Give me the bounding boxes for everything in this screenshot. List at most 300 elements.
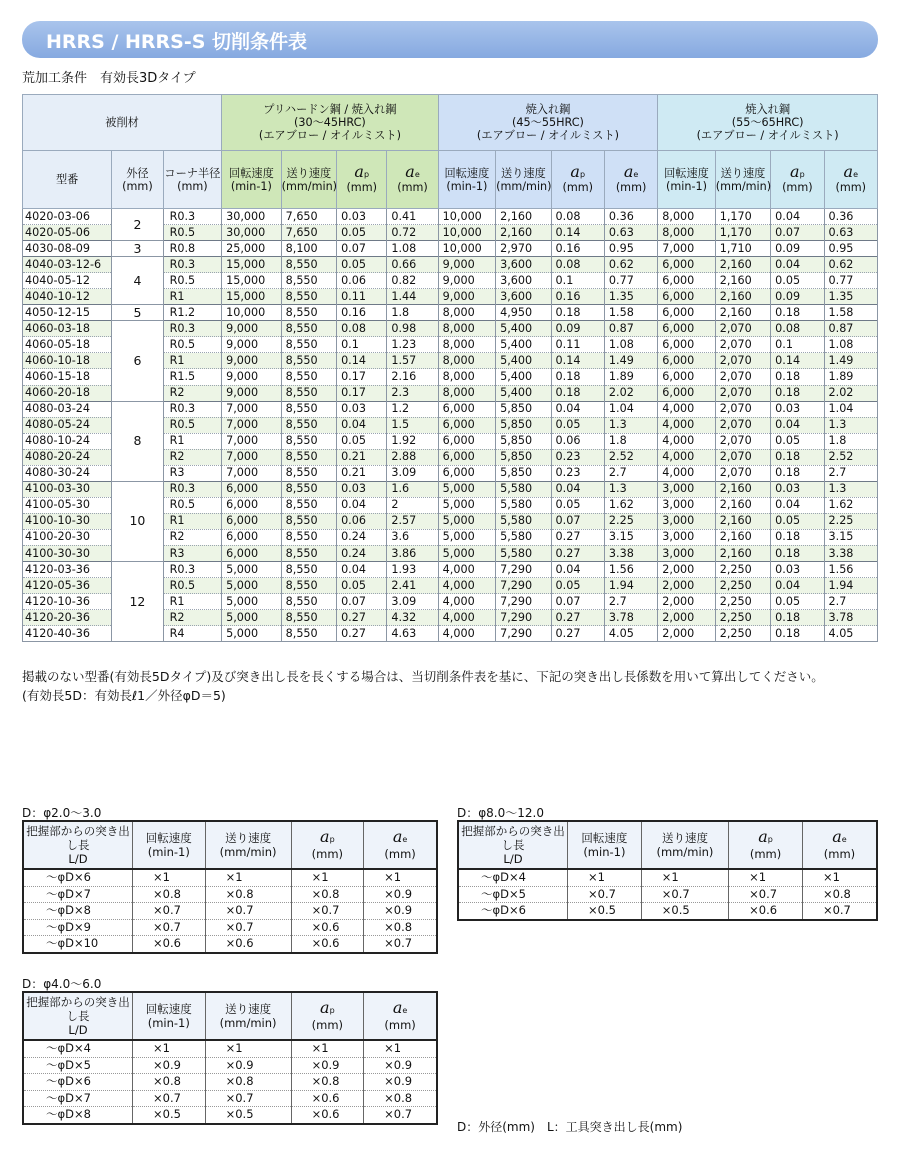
- value-cell: 5,000: [222, 626, 282, 642]
- value-cell: 0.03: [771, 401, 824, 417]
- value-cell: 0.18: [771, 305, 824, 321]
- value-cell: 2,250: [715, 594, 770, 610]
- header-line: (mm/min): [219, 1016, 277, 1030]
- value-cell: 0.18: [551, 305, 604, 321]
- header-line: [387, 162, 437, 181]
- speed-column-header: [133, 992, 206, 1040]
- value-cell: 1.6: [387, 481, 438, 497]
- value-cell: 5,000: [438, 529, 495, 545]
- ld-column-header: [23, 992, 133, 1040]
- value-cell: 5,000: [438, 497, 495, 513]
- value-cell: 0.05: [771, 433, 824, 449]
- header-line: 送り速度: [720, 166, 766, 180]
- header-line: 外径: [126, 166, 149, 180]
- header-line: (mm): [311, 1017, 344, 1032]
- coef-cell: ×0.8: [364, 919, 437, 936]
- value-cell: 2,070: [715, 417, 770, 433]
- value-cell: 1.57: [387, 353, 438, 369]
- value-cell: 0.05: [337, 433, 387, 449]
- coef-table-label: D：φ8.0～12.0: [457, 806, 544, 820]
- model-cell: 4040-10-12: [23, 289, 112, 305]
- symbol-sub: p: [363, 170, 370, 179]
- value-cell: 8,550: [281, 529, 336, 545]
- coef-cell: ×1: [364, 869, 437, 886]
- coef-cell: ×0.5: [568, 903, 642, 920]
- symbol-sub: e: [853, 170, 858, 179]
- model-cell: 4100-20-30: [23, 529, 112, 545]
- symbol-sub: e: [414, 170, 420, 179]
- value-cell: 4,000: [438, 578, 495, 594]
- value-cell: 0.06: [337, 513, 387, 529]
- table-row: [458, 869, 877, 886]
- note-line-2: (有効長5D：有効長ℓ1／外径φD＝5): [22, 688, 226, 703]
- model-cell: 4060-15-18: [23, 369, 112, 385]
- coef-cell: ×0.7: [205, 903, 291, 920]
- coef-cell: ×0.7: [133, 903, 206, 920]
- value-cell: 6,000: [222, 481, 282, 497]
- value-cell: 2.25: [604, 513, 657, 529]
- value-cell: 0.62: [604, 257, 657, 273]
- model-cell: 4060-03-18: [23, 321, 112, 337]
- value-cell: 0.08: [771, 321, 824, 337]
- table-row: [23, 903, 437, 920]
- value-cell: 2,070: [715, 369, 770, 385]
- table-row: [23, 1090, 437, 1107]
- value-cell: 8,550: [281, 385, 336, 401]
- ld-cell: ～φD×8: [23, 1107, 133, 1124]
- table-row: [23, 919, 437, 936]
- diameter-cell: 10: [112, 481, 163, 561]
- value-cell: 0.05: [771, 513, 824, 529]
- value-cell: 2,000: [658, 594, 715, 610]
- value-cell: 2.52: [824, 449, 877, 465]
- model-cell: 4080-30-24: [23, 465, 112, 481]
- value-cell: 0.23: [551, 465, 604, 481]
- radius-cell: R0.3: [163, 321, 222, 337]
- value-cell: 0.21: [337, 465, 387, 481]
- value-cell: 5,850: [496, 465, 551, 481]
- value-cell: 2,970: [496, 241, 551, 257]
- feed-column-header: [641, 821, 728, 869]
- symbol-a: a: [758, 826, 768, 846]
- coef-cell: ×0.8: [205, 886, 291, 903]
- value-cell: 2,070: [715, 401, 770, 417]
- value-cell: 0.21: [337, 449, 387, 465]
- speed-column-header: [133, 821, 206, 869]
- value-cell: 1.35: [824, 289, 877, 305]
- coef-cell: ×0.8: [802, 886, 877, 903]
- header-line: L/D: [68, 852, 88, 866]
- value-cell: 3.38: [604, 545, 657, 561]
- symbol-sub: e: [402, 1005, 408, 1015]
- model-cell: 4040-05-12: [23, 273, 112, 289]
- value-cell: 7,290: [496, 610, 551, 626]
- value-cell: 1.89: [604, 369, 657, 385]
- value-cell: 0.07: [771, 225, 824, 241]
- value-cell: 0.09: [771, 241, 824, 257]
- value-cell: 7,290: [496, 594, 551, 610]
- symbol-sub: e: [633, 170, 639, 179]
- value-cell: 3,000: [658, 513, 715, 529]
- value-cell: 2,160: [715, 257, 770, 273]
- radius-cell: R0.3: [163, 481, 222, 497]
- value-cell: 0.18: [551, 369, 604, 385]
- header-line: (mm): [311, 846, 344, 861]
- value-cell: 2.88: [387, 449, 438, 465]
- value-cell: 2,070: [715, 337, 770, 353]
- table-row: [23, 305, 878, 321]
- model-column-header: 型番: [23, 151, 112, 209]
- value-cell: 2,070: [715, 433, 770, 449]
- value-cell: 8,100: [281, 241, 336, 257]
- model-cell: 4100-10-30: [23, 513, 112, 529]
- value-cell: 6,000: [658, 385, 715, 401]
- header-line: (min-1): [666, 179, 707, 193]
- value-cell: 9,000: [438, 273, 495, 289]
- value-cell: 8,550: [281, 594, 336, 610]
- radius-cell: R0.3: [163, 257, 222, 273]
- value-cell: 25,000: [222, 241, 282, 257]
- value-cell: 0.04: [551, 401, 604, 417]
- value-cell: 0.08: [551, 257, 604, 273]
- ae-column-header: [387, 151, 438, 209]
- speed-column-header: [568, 821, 642, 869]
- symbol-sub: e: [841, 834, 847, 844]
- diameter-cell: 5: [112, 305, 163, 321]
- header-line: [364, 826, 436, 847]
- radius-cell: R1: [163, 289, 222, 305]
- header-line: [337, 162, 386, 181]
- value-cell: 0.04: [551, 562, 604, 578]
- value-cell: 6,000: [658, 305, 715, 321]
- value-cell: 0.03: [337, 481, 387, 497]
- coef-cell: ×0.5: [641, 903, 728, 920]
- ld-cell: ～φD×9: [23, 919, 133, 936]
- model-cell: 4120-40-36: [23, 626, 112, 642]
- value-cell: 1.8: [604, 433, 657, 449]
- coef-cell: ×0.9: [364, 886, 437, 903]
- value-cell: 4,000: [438, 610, 495, 626]
- value-cell: 15,000: [222, 273, 282, 289]
- coef-cell: ×1: [133, 869, 206, 886]
- value-cell: 5,000: [438, 545, 495, 561]
- value-cell: 6,000: [658, 289, 715, 305]
- ap-column-header: [291, 821, 364, 869]
- ld-cell: ～φD×5: [458, 886, 568, 903]
- value-cell: 6,000: [658, 321, 715, 337]
- value-cell: 0.07: [551, 513, 604, 529]
- value-cell: 0.18: [771, 626, 824, 642]
- header-line: 回転速度: [229, 166, 274, 180]
- value-cell: 0.16: [551, 241, 604, 257]
- value-cell: 4,000: [658, 417, 715, 433]
- value-cell: 8,000: [658, 225, 715, 241]
- header-line: 送り速度: [500, 166, 546, 180]
- coef-cell: ×0.8: [291, 1074, 364, 1091]
- symbol-a: a: [392, 997, 403, 1017]
- value-cell: 1.49: [604, 353, 657, 369]
- ap-column-header: [291, 992, 364, 1040]
- coef-cell: ×1: [364, 1040, 437, 1057]
- value-cell: 3,000: [658, 497, 715, 513]
- subtitle: 荒加工条件 有効長3Dタイプ: [22, 71, 196, 86]
- table-row: [23, 481, 878, 497]
- header-line: (mm): [122, 179, 153, 193]
- header-line: (mm): [384, 1017, 416, 1032]
- ap-column-header: [551, 151, 604, 209]
- value-cell: 5,580: [496, 529, 551, 545]
- value-cell: 8,550: [281, 257, 336, 273]
- radius-cell: R0.3: [163, 209, 222, 225]
- value-cell: 0.05: [551, 578, 604, 594]
- coef-cell: ×0.7: [802, 903, 877, 920]
- value-cell: 1.92: [387, 433, 438, 449]
- symbol-a: a: [320, 997, 330, 1017]
- table-row: [458, 903, 877, 920]
- value-cell: 9,000: [222, 353, 282, 369]
- model-cell: 4120-03-36: [23, 562, 112, 578]
- value-cell: 2,160: [496, 225, 551, 241]
- value-cell: 2,160: [715, 545, 770, 561]
- value-cell: 3,600: [496, 289, 551, 305]
- value-cell: 1.44: [387, 289, 438, 305]
- header-line: 把握部からの突き出し長: [26, 995, 130, 1023]
- header-line: (mm/min): [496, 179, 552, 193]
- value-cell: 3.38: [824, 545, 877, 561]
- value-cell: 0.06: [337, 273, 387, 289]
- value-cell: 1.3: [824, 417, 877, 433]
- value-cell: 0.27: [551, 545, 604, 561]
- ld-cell: ～φD×4: [458, 869, 568, 886]
- value-cell: 10,000: [438, 225, 495, 241]
- header-line: 把握部からの突き出し長: [461, 824, 565, 852]
- header-line: 回転速度: [581, 831, 628, 845]
- page-title: HRRS / HRRS-S 切削条件表: [46, 31, 308, 53]
- coef-cell: ×0.6: [133, 936, 206, 953]
- value-cell: 2.7: [604, 465, 657, 481]
- value-cell: 2.25: [824, 513, 877, 529]
- table-row: [23, 562, 878, 578]
- value-cell: 7,000: [658, 241, 715, 257]
- value-cell: 1.94: [604, 578, 657, 594]
- value-cell: 3,000: [658, 545, 715, 561]
- header-line: (mm/min): [656, 845, 714, 859]
- radius-cell: R0.3: [163, 401, 222, 417]
- value-cell: 0.18: [771, 369, 824, 385]
- value-cell: 3.78: [604, 610, 657, 626]
- value-cell: 8,550: [281, 465, 336, 481]
- diameter-column-header: [112, 151, 163, 209]
- value-cell: 2: [387, 497, 438, 513]
- symbol-a: a: [570, 162, 580, 181]
- value-cell: 0.14: [771, 353, 824, 369]
- value-cell: 4,000: [658, 465, 715, 481]
- value-cell: 1.08: [387, 241, 438, 257]
- coef-cell: ×0.8: [133, 886, 206, 903]
- ld-cell: ～φD×6: [23, 1074, 133, 1091]
- symbol-sub: p: [579, 170, 586, 179]
- value-cell: 10,000: [438, 241, 495, 257]
- table-row: [23, 1040, 437, 1057]
- value-cell: 1,170: [715, 209, 770, 225]
- model-cell: 4030-08-09: [23, 241, 112, 257]
- value-cell: 4,000: [438, 626, 495, 642]
- coef-cell: ×0.7: [364, 936, 437, 953]
- value-cell: 5,400: [496, 353, 551, 369]
- value-cell: 2.41: [387, 578, 438, 594]
- value-cell: 9,000: [222, 321, 282, 337]
- value-cell: 2,250: [715, 562, 770, 578]
- model-cell: 4080-03-24: [23, 401, 112, 417]
- value-cell: 3.15: [604, 529, 657, 545]
- value-cell: 5,000: [438, 513, 495, 529]
- radius-cell: R0.3: [163, 562, 222, 578]
- value-cell: 7,000: [222, 417, 282, 433]
- value-cell: 6,000: [658, 257, 715, 273]
- header-line: (mm): [615, 181, 647, 194]
- value-cell: 2,000: [658, 562, 715, 578]
- model-cell: 4020-03-06: [23, 209, 112, 225]
- value-cell: 0.95: [604, 241, 657, 257]
- header-line: (mm): [823, 846, 856, 861]
- value-cell: 2,160: [715, 305, 770, 321]
- value-cell: 0.77: [604, 273, 657, 289]
- value-cell: 4,000: [438, 562, 495, 578]
- value-cell: 0.77: [824, 273, 877, 289]
- value-cell: 8,000: [658, 209, 715, 225]
- value-cell: 1.3: [604, 417, 657, 433]
- coef-cell: ×1: [291, 1040, 364, 1057]
- value-cell: 3,600: [496, 273, 551, 289]
- ld-cell: ～φD×7: [23, 1090, 133, 1107]
- value-cell: 7,290: [496, 562, 551, 578]
- value-cell: 0.04: [771, 257, 824, 273]
- table-row: [23, 257, 878, 273]
- diameter-cell: 2: [112, 209, 163, 241]
- value-cell: 0.04: [337, 562, 387, 578]
- value-cell: 0.17: [337, 369, 387, 385]
- value-cell: 0.06: [551, 433, 604, 449]
- header-line: 送り速度: [661, 831, 708, 845]
- value-cell: 8,550: [281, 289, 336, 305]
- coef-cell: ×1: [641, 869, 728, 886]
- value-cell: 8,550: [281, 337, 336, 353]
- coefficient-table: [457, 820, 878, 921]
- value-cell: 15,000: [222, 257, 282, 273]
- value-cell: 0.04: [771, 578, 824, 594]
- value-cell: 0.05: [551, 417, 604, 433]
- speed-column-header: [438, 151, 495, 209]
- radius-cell: R1: [163, 353, 222, 369]
- value-cell: 1.35: [604, 289, 657, 305]
- value-cell: 4.63: [387, 626, 438, 642]
- value-cell: 0.14: [337, 353, 387, 369]
- value-cell: 3,000: [658, 529, 715, 545]
- table-row: [23, 321, 878, 337]
- value-cell: 0.04: [771, 209, 824, 225]
- value-cell: 0.87: [824, 321, 877, 337]
- value-cell: 2,250: [715, 626, 770, 642]
- coef-cell: ×0.7: [291, 903, 364, 920]
- ld-cell: ～φD×8: [23, 903, 133, 920]
- model-cell: 4120-10-36: [23, 594, 112, 610]
- symbol-a: a: [392, 826, 403, 846]
- value-cell: 3,600: [496, 257, 551, 273]
- value-cell: 1.94: [824, 578, 877, 594]
- symbol-a: a: [623, 162, 634, 181]
- value-cell: 0.24: [337, 545, 387, 561]
- table-row: [23, 241, 878, 257]
- value-cell: 0.72: [387, 225, 438, 241]
- value-cell: 2,160: [715, 497, 770, 513]
- coef-cell: ×0.9: [364, 1057, 437, 1074]
- radius-cell: R0.5: [163, 417, 222, 433]
- coefficient-table: [22, 991, 438, 1125]
- model-cell: 4060-10-18: [23, 353, 112, 369]
- coef-cell: ×0.8: [364, 1090, 437, 1107]
- value-cell: 1.2: [387, 401, 438, 417]
- coef-header-row: [23, 992, 437, 1040]
- radius-cell: R2: [163, 529, 222, 545]
- feed-column-header: [281, 151, 336, 209]
- header-line: (mm/min): [715, 179, 772, 193]
- ld-cell: ～φD×10: [23, 936, 133, 953]
- value-cell: 2.16: [387, 369, 438, 385]
- value-cell: 4,950: [496, 305, 551, 321]
- value-cell: 8,550: [281, 321, 336, 337]
- radius-cell: R0.5: [163, 497, 222, 513]
- value-cell: 5,400: [496, 369, 551, 385]
- material-group-header: 焼入れ鋼 (55～65HRC) (エアブロー / オイルミスト): [658, 95, 878, 151]
- value-cell: 0.03: [337, 209, 387, 225]
- radius-cell: R2: [163, 610, 222, 626]
- ae-column-header: [364, 821, 437, 869]
- model-cell: 4100-03-30: [23, 481, 112, 497]
- value-cell: 0.27: [337, 626, 387, 642]
- feed-column-header: [715, 151, 770, 209]
- value-cell: 0.18: [771, 610, 824, 626]
- value-cell: 0.1: [337, 337, 387, 353]
- value-cell: 0.16: [551, 289, 604, 305]
- value-cell: 2.57: [387, 513, 438, 529]
- symbol-sub: p: [329, 834, 335, 844]
- value-cell: 0.36: [824, 209, 877, 225]
- value-cell: 8,550: [281, 545, 336, 561]
- diameter-cell: 6: [112, 321, 163, 401]
- header-line: 回転速度: [664, 166, 709, 180]
- radius-cell: R1.5: [163, 369, 222, 385]
- value-cell: 0.62: [824, 257, 877, 273]
- value-cell: 3.78: [824, 610, 877, 626]
- value-cell: 1.08: [824, 337, 877, 353]
- header-line: (min-1): [583, 845, 626, 859]
- model-cell: 4080-10-24: [23, 433, 112, 449]
- header-line: [803, 826, 876, 847]
- diameter-cell: 3: [112, 241, 163, 257]
- value-cell: 6,000: [438, 417, 495, 433]
- value-cell: 0.09: [551, 321, 604, 337]
- legend-footer: D：外径(mm) L：工具突き出し長(mm): [457, 1120, 683, 1134]
- symbol-sub: p: [329, 1005, 335, 1015]
- value-cell: 6,000: [438, 465, 495, 481]
- value-cell: 0.14: [551, 225, 604, 241]
- value-cell: 5,850: [496, 449, 551, 465]
- value-cell: 0.14: [551, 353, 604, 369]
- table-row: [23, 936, 437, 953]
- coef-cell: ×0.7: [729, 886, 803, 903]
- model-cell: 4120-05-36: [23, 578, 112, 594]
- work-material-header: 被削材: [23, 95, 222, 151]
